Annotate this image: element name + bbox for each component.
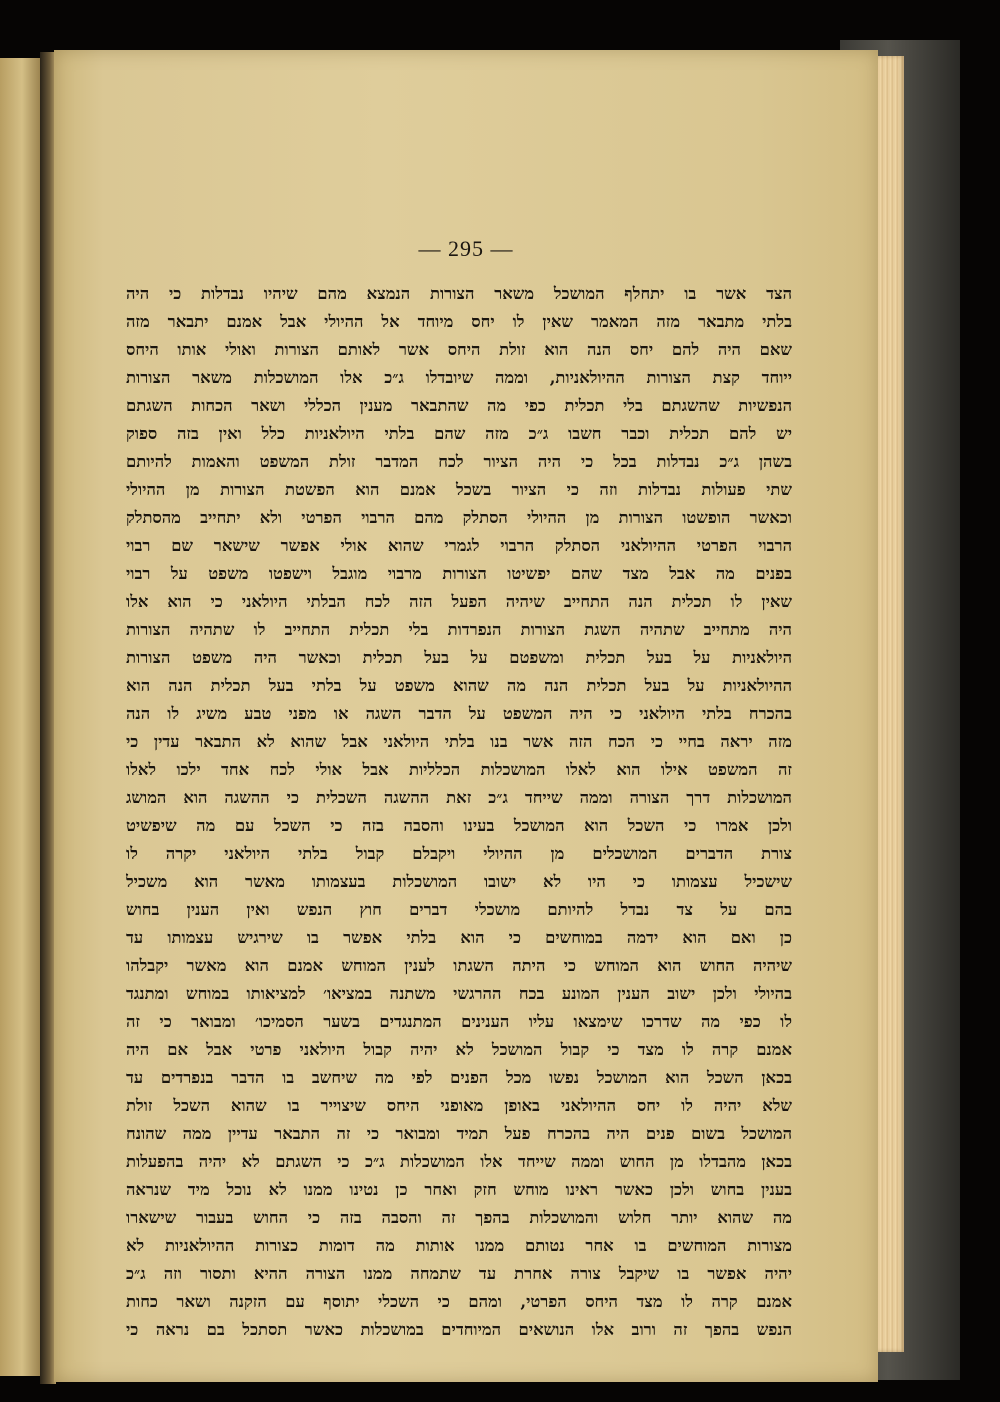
text-line: בענין בחוש ולכן כאשר ראינו מוחש חזק ואחר כן נטינו ממנו לא נוכל מיד שנראה [126, 1180, 792, 1199]
text-line: היה מתחייב שתהיה השגת הצורות הנפרדות בלי תכלית התחייב לו שתהיה הצורות [126, 620, 792, 639]
text-line: שתי פעולות נבדלות וזה כי הציור בשכל אמנם הוא הפשטת הצורות מן ההיולי [126, 480, 792, 499]
text-line: הנפשיות שהשגתם בלי תכלית כפי מה שהתבאר מענין הכללי ושאר הכחות השגתם [126, 396, 792, 415]
text-line: בכאן השכל הוא המושכל נפשו מכל הפנים לפי מה שיחשב בו הדבר בנפרדים עד [126, 1068, 792, 1087]
page-stack-edges [874, 56, 904, 1352]
text-line: שאין לו תכלית הנה התחייב שיהיה הפעל הזה לכח הבלתי היולאני כי הוא אלו [126, 592, 792, 611]
text-line: יש להם תכלית וכבר חשבו ג״כ מזה שהם בלתי היולאניות כלל ואין בזה ספוק [126, 424, 792, 443]
text-line: הרבוי הפרטי ההיולאני הסתלק הרבוי לגמרי שהוא אולי אפשר שישאר שם רבוי [126, 536, 792, 555]
text-line: בכאן מהבדלו מן החוש וממה שייחד אלו המושכלות ג״כ כי השגתם לא יהיה בהפעלות [126, 1152, 792, 1171]
text-line: ההיולאניות על בעל תכלית הנה מה שהוא משפט על בלתי בעל תכלית הנה הוא [126, 676, 792, 695]
text-line: לו כפי מה שדרכו שימצאו עליו הענינים המתנגדים בשער הסמיכו׳ ומבואר כי זה [126, 1012, 792, 1031]
text-line: מה שהוא יותר חלוש והמושכלות בהפך זה והסבה בזה כי החוש בעבור שישארו [126, 1208, 792, 1227]
text-line: בהיולי ולכן ישוב הענין המונע בכח ההרגשי משתנה במציאו׳ למציאותו במוחש ומתנגד [126, 984, 792, 1003]
text-line: בשהן ג״כ נבדלות בכל כי היה הציור לכח המדבר זולת המשפט והאמות להיותם [126, 452, 792, 471]
text-line: בהכרח בלתי היולאני כי היה המשפט על הדבר השגה או מפני טבע משיג לו הנה [126, 704, 792, 723]
body-text [126, 280, 792, 1344]
text-line: שלא יהיה לו יחס ההיולאני באופן מאופני היחס שיצוייר בו שהוא השכל זולת [126, 1096, 792, 1115]
text-line: בהם על צד נבדל להיותם מושכלי דברים חוץ הנפש ואין הענין בחוש [126, 900, 792, 919]
text-line: אמנם קרה לו מצד היחס הפרטי, ומהם כי השכלי יתוסף עם הזקנה ושאר כחות [126, 1292, 792, 1311]
text-line: בפנים מה אבל מצד שהם יפשיטו הצורות מרבוי מוגבל וישפטו משפט על רבוי [126, 564, 792, 583]
facing-page-edge [0, 58, 40, 1376]
page-number: — 295 — [418, 236, 514, 261]
text-line: כן ואם הוא ידמה במוחשים כי הוא בלתי אפשר בו שירגיש עצמותו עד [126, 928, 792, 947]
book-page [54, 50, 878, 1382]
text-line: המושכל בשום פנים היה בהכרח פעל תמיד ומבואר כי זה התבאר עדיין ממה שהונח [126, 1124, 792, 1143]
text-line: שאם היה להם יחס הנה הוא זולת היחס אשר לאותם הצורות ואולי אותו היחס [126, 340, 792, 359]
text-line: זה המשפט אילו הוא לאלו המושכלות הכלליות אבל אולי לכח אחד ילכו לאלו [126, 760, 792, 779]
text-line: ולכן אמרו כי השכל הוא המושכל בעינו והסבה בזה כי השכל עם מה שיפשיט [126, 816, 792, 835]
text-line: יהיה אפשר בו שיקבל צורה אחרת עד שתמחה ממנו הצורה ההיא ותסור וזה ג״כ [126, 1264, 792, 1283]
text-line: בלתי מתבאר מזה המאמר שאין לו יחס מיוחד אל ההיולי אבל אמנם יתבאר מזה [126, 312, 792, 331]
text-line: ייוחד קצת הצורות ההיולאניות, וממה שיובדלו ג״כ אלו המושכלות משאר הצורות [126, 368, 792, 387]
text-line: המושכלות דרך הצורה וממה שייחד ג״כ זאת ההשגה השכלית כי ההשגה הוא המושג [126, 788, 792, 807]
text-line: צורת הדברים המושכלים מן ההיולי ויקבלם קבול בלתי היולאני יקרה לו [126, 844, 792, 863]
text-line: וכאשר הופשטו הצורות מן ההיולי הסתלק מהם הרבוי הפרטי ולא יתחייב מהסתלק [126, 508, 792, 527]
text-line: שישכיל עצמותו כי היו לא ישובו המושכלות בעצמותו מאשר הוא משכיל [126, 872, 792, 891]
text-line: הנפש בהפך זה ורוב אלו הנושאים המיוחדים במושכלות כאשר תסתכל בם נראה כי [126, 1320, 792, 1339]
text-line: מזה יראה בחיי כי הכח הזה אשר בנו בלתי היולאני אבל שהוא לא התבאר עדין כי [126, 732, 792, 751]
text-line: אמנם קרה לו מצד כי קבול המושכל לא יהיה קבול היולאני פרטי אבל אם היה [126, 1040, 792, 1059]
text-line: היולאניות על בעל תכלית ומשפטם על בעל תכלית וכאשר היה משפט הצורות [126, 648, 792, 667]
text-line: מצורות המוחשים בו אחר נטותם ממנו אותות מה דומות כצורות ההיולאניות לא [126, 1236, 792, 1255]
text-line: שיהיה החוש הוא המוחש כי היתה השגתו לענין המוחש אמנם הוא מאשר יקבלהו [126, 956, 792, 975]
text-line: הצד אשר בו יתחלף המושכל משאר הצורות הנמצא מהם שיהיו נבדלות כי היה [126, 284, 792, 303]
